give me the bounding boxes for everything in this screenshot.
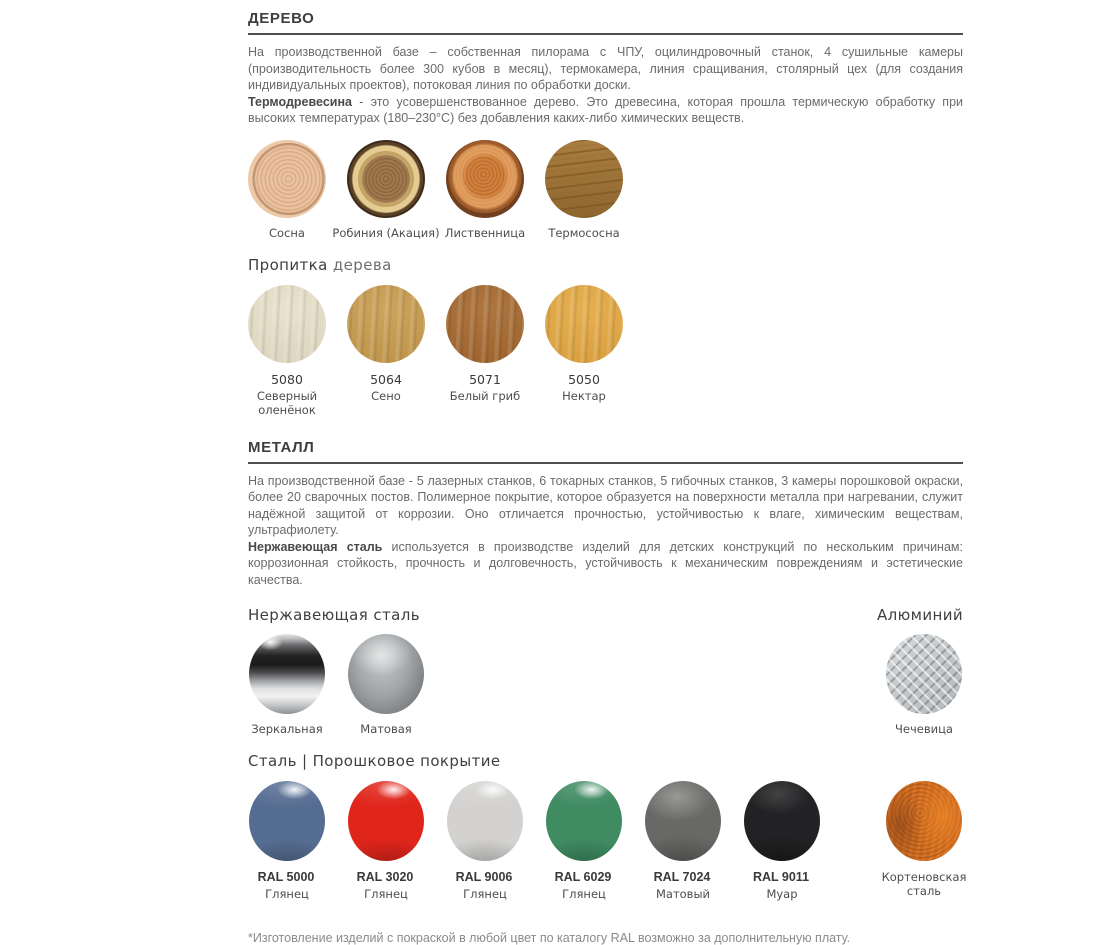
stainless-term: Нержавеющая сталь — [248, 539, 383, 554]
stain-code: 5080 — [271, 371, 303, 387]
impregnation-title-main: Пропитка — [248, 255, 328, 274]
larch-cross-section-image — [446, 140, 524, 218]
stainless-swatch-row — [248, 634, 963, 736]
mirror-steel-ball-image — [249, 634, 325, 714]
impregnation-swatch-row — [248, 285, 963, 417]
stain-code: 5050 — [568, 371, 600, 387]
ral-code: RAL 9006 — [455, 870, 513, 884]
ral-finish: Глянец — [265, 887, 309, 901]
stain-5050-image — [545, 285, 623, 363]
diamond-plate-image — [886, 634, 962, 714]
page-content — [248, 10, 967, 945]
stainless-matte-swatch — [347, 634, 425, 736]
stainless-mirror-swatch — [248, 634, 326, 736]
ral-6029-swatch — [545, 781, 623, 901]
ral-7024-swatch — [644, 781, 722, 901]
ral-9011-ball-image — [744, 781, 820, 861]
ral-7024-ball-image — [645, 781, 721, 861]
thermowood-paragraph — [248, 94, 963, 127]
ral-3020-ball-image — [348, 781, 424, 861]
stainless-title: Нержавеющая сталь — [248, 606, 420, 624]
wood-section-divider — [248, 33, 963, 35]
wood-swatch-pine — [248, 140, 326, 240]
aluminium-title: Алюминий — [876, 606, 963, 624]
wood-swatch-label: Сосна — [269, 225, 305, 240]
stainless-paragraph — [248, 539, 963, 589]
wood-swatch-thermopine — [545, 140, 623, 240]
ral-code: RAL 3020 — [356, 870, 414, 884]
powder-title: Сталь | Порошковое покрытие — [248, 752, 501, 770]
metal-intro-paragraph: На производственной базе - 5 лазерных станков, 6 токарных станков, 5 гибочных станков, 3 камеры порошковой окраски, более 20 сварочных постов. Полимерное покрытие, которое образуется на поверхности металла при нагревании, служит надёжной защитой от коррозии. Оно отличается прочностью, устойчивостью к влаге, химическим веществам, ультрафиолету. — [248, 473, 963, 537]
pine-cross-section-image — [248, 140, 326, 218]
ral-9006-ball-image — [447, 781, 523, 861]
ral-5000-swatch — [248, 781, 326, 901]
stain-swatch-5050 — [545, 285, 623, 417]
wood-section-title: ДЕРЕВО — [248, 10, 315, 27]
stain-swatch-5064 — [347, 285, 425, 417]
stain-5071-image — [446, 285, 524, 363]
stain-name: Северный оленёнок — [256, 388, 318, 417]
thermowood-term: Термодревесина — [248, 94, 352, 109]
impregnation-title-sub: дерева — [327, 255, 392, 274]
stainless-row-headers — [248, 606, 963, 624]
ral-footnote: *Изготовление изделий с покраской в любой цвет по каталогу RAL возможно за дополнительную плату. — [248, 931, 851, 945]
stainless-label: Зеркальная — [251, 722, 323, 736]
ral-code: RAL 5000 — [257, 870, 315, 884]
robinia-cross-section-image — [347, 140, 425, 218]
ral-finish: Матовый — [655, 887, 711, 901]
stain-name: Белый гриб — [449, 388, 521, 403]
matte-steel-ball-image — [348, 634, 424, 714]
ral-9006-swatch — [446, 781, 524, 901]
stainless-text: используется в производстве изделий для детских конструкций по нескольким причинам: коррозионная стойкость, прочность и долговечность, устойчивость к механическим повреждениям и эстетические качества. — [248, 539, 963, 587]
corten-steel-image — [886, 781, 962, 861]
stain-5064-image — [347, 285, 425, 363]
stain-swatch-5071 — [446, 285, 524, 417]
corten-label: Кортеновская сталь — [881, 870, 967, 898]
wood-swatch-robinia — [332, 140, 440, 240]
powder-swatch-row — [248, 781, 967, 901]
ral-9011-swatch — [743, 781, 821, 901]
stain-code: 5064 — [370, 371, 402, 387]
wood-swatch-row — [248, 140, 963, 240]
stain-5080-image — [248, 285, 326, 363]
thermowood-text: - это усовершенствованное дерево. Это древесина, которая прошла термическую обработку при высоких температурах (180–230°С) без добавления каких-либо химических веществ. — [248, 94, 963, 125]
stain-name: Нектар — [562, 388, 606, 403]
thermopine-texture-image — [545, 140, 623, 218]
ral-code: RAL 6029 — [554, 870, 612, 884]
stainless-label: Матовая — [360, 722, 412, 736]
ral-finish: Муар — [766, 887, 798, 901]
ral-code: RAL 7024 — [653, 870, 711, 884]
corten-steel-swatch — [881, 781, 967, 898]
metal-section-divider — [248, 462, 963, 464]
stain-code: 5071 — [469, 371, 501, 387]
ral-3020-swatch — [347, 781, 425, 901]
ral-finish: Глянец — [364, 887, 408, 901]
ral-5000-ball-image — [249, 781, 325, 861]
wood-swatch-label: Робиния (Акация) — [332, 225, 440, 240]
wood-swatch-larch — [446, 140, 524, 240]
wood-intro-paragraph: На производственной базе – собственная пилорама с ЧПУ, оцилиндровочный станок, 4 сушильные камеры (производительность более 300 кубов в месяц), термокамера, линия сращивания, столярный цех (для создания индивидуальных проектов), потоковая линия по обработки доски. — [248, 45, 963, 92]
stain-swatch-5080 — [248, 285, 326, 417]
wood-swatch-label: Термососна — [548, 225, 620, 240]
impregnation-title — [248, 256, 963, 274]
aluminium-label: Чечевица — [895, 722, 953, 736]
ral-6029-ball-image — [546, 781, 622, 861]
metal-section-title: МЕТАЛЛ — [248, 438, 315, 456]
wood-swatch-label: Лиственница — [444, 225, 526, 240]
stain-name: Сено — [371, 388, 401, 403]
ral-finish: Глянец — [463, 887, 507, 901]
aluminium-checker-swatch — [885, 634, 963, 736]
ral-finish: Глянец — [562, 887, 606, 901]
ral-code: RAL 9011 — [752, 870, 810, 884]
